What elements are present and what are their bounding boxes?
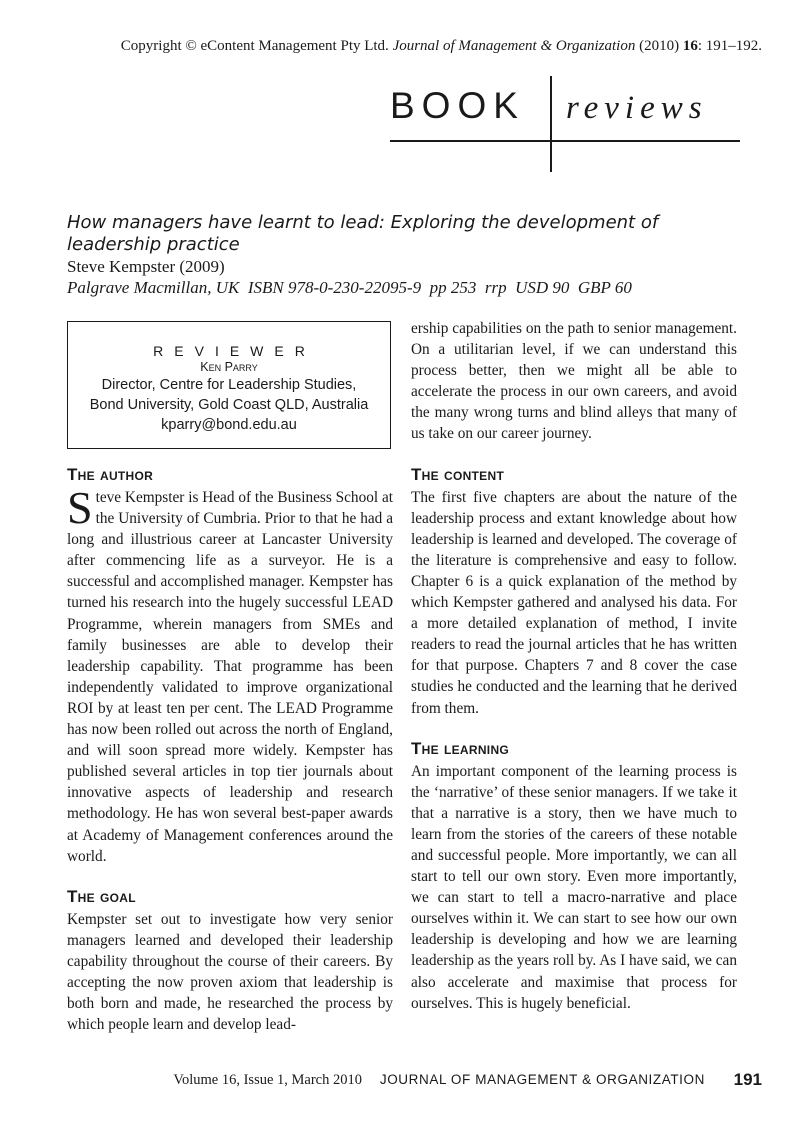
footer-volume: Volume 16, Issue 1, March 2010 (173, 1072, 362, 1088)
reviewer-email: kparry@bond.edu.au (161, 417, 297, 433)
reviewer-name: Ken Parry (200, 360, 258, 374)
section-text-learning: An important component of the learning process is the ‘narrative’ of these senior managers. If we take it that a narrative is a story, then we have much to learn from the stories of the careers of these notable and successful people. More importantly, we can all start to tell our own story. Even more importantly, we can start to tell a macro-narrative and place ourselves within it. We can start to see how our own leadership is developing and how we are learning leadership as the years roll by. As I have said, we can also accelerate and maximise that process for ourselves. This is hugely beneficial. (411, 762, 737, 1012)
section-heading-goal: The goal (67, 886, 136, 906)
section-heading-learning: The learning (411, 738, 510, 758)
book-publication-details: Palgrave Macmillan, UK ISBN 978-0-230-22095-9 pp 253 rrp USD 90 GBP 60 (67, 278, 632, 297)
masthead-vertical-rule (550, 76, 552, 172)
masthead-book: BOOK (390, 85, 525, 126)
copyright-line (0, 37, 762, 55)
reviewer-affiliation-2: Bond University, Gold Coast QLD, Australia (89, 397, 369, 413)
reviewer-affiliation-1: Director, Centre for Leadership Studies, (101, 377, 357, 393)
page-footer (0, 1069, 762, 1091)
book-reviews-masthead (390, 76, 740, 172)
journal-pages: : 191–192. (697, 38, 762, 54)
book-author: Steve Kempster (2009) (67, 257, 225, 276)
section-heading-content: The content (411, 464, 505, 484)
journal-volume: 16 (682, 38, 698, 54)
masthead-reviews: reviews (566, 90, 708, 126)
copyright-prefix: Copyright © eContent Management Pty Ltd. (120, 38, 389, 54)
left-column (67, 465, 393, 1035)
section-text-author (67, 482, 393, 867)
dropcap: S (67, 482, 93, 533)
journal-year: (2010) (639, 38, 680, 54)
footer-journal: JOURNAL OF MANAGEMENT & ORGANIZATION (379, 1072, 705, 1087)
page-number: 191 (733, 1070, 762, 1089)
section-text-goal-continued: ership capabilities on the path to senior management. On a utilitarian level, if we can understand this process better, then we might all be able to accelerate the process in our own careers, and avoid the many wrong turns and blind alleys that many of us take on our career journey. (411, 320, 737, 443)
section-text-content: The first five chapters are about the nature of the leadership process and extant knowledge about how leadership is learned and developed. The coverage of the literature is comprehensive and easy to follow. Chapter 6 is a quick explanation of the method by which Kempster gathered and analysed his data. For a more detailed explanation of method, I invite readers to read the journal articles that he has written for that purpose. Chapters 7 and 8 cover the case studies he conducted and the learning that he derived from them. (411, 488, 737, 717)
reviewer-heading: REVIEWER (153, 343, 316, 359)
masthead-horizontal-rule (390, 140, 740, 142)
author-paragraph: teve Kempster is Head of the Business School at the University of Cumbria. Prior to that he had a long and illustrious career at Lancaster University after commencing life as a surveyor. He is a successful and accomplished manager. Kempster has turned his research into the hugely successful LEAD Programme, wherein managers from SMEs and family businesses are able to develop their leadership capability. That programme has been independently validated to improve organizational ROI by at least ten per cent. The LEAD Programme has now been rolled out across the north of England, and will soon spread more widely. Kempster has published several articles in top tier journals about innovative aspects of leadership and research methodology. He has won several best-paper awards at Academy of Management conferences around the world. (67, 489, 393, 865)
book-title: How managers have learnt to lead: Exploring the development of leadership practice (67, 212, 659, 255)
section-heading-author: The author (67, 465, 154, 484)
section-text-goal: Kempster set out to investigate how very senior managers learned and developed their leadership capability throughout the course of their careers. By accepting the now proven axiom that leadership is both born and made, he researched the process by which people learn and develop lead- (67, 910, 393, 1034)
reviewer-box (67, 321, 391, 449)
journal-name: Journal of Management & Organization (392, 38, 636, 54)
right-column (411, 318, 737, 1014)
